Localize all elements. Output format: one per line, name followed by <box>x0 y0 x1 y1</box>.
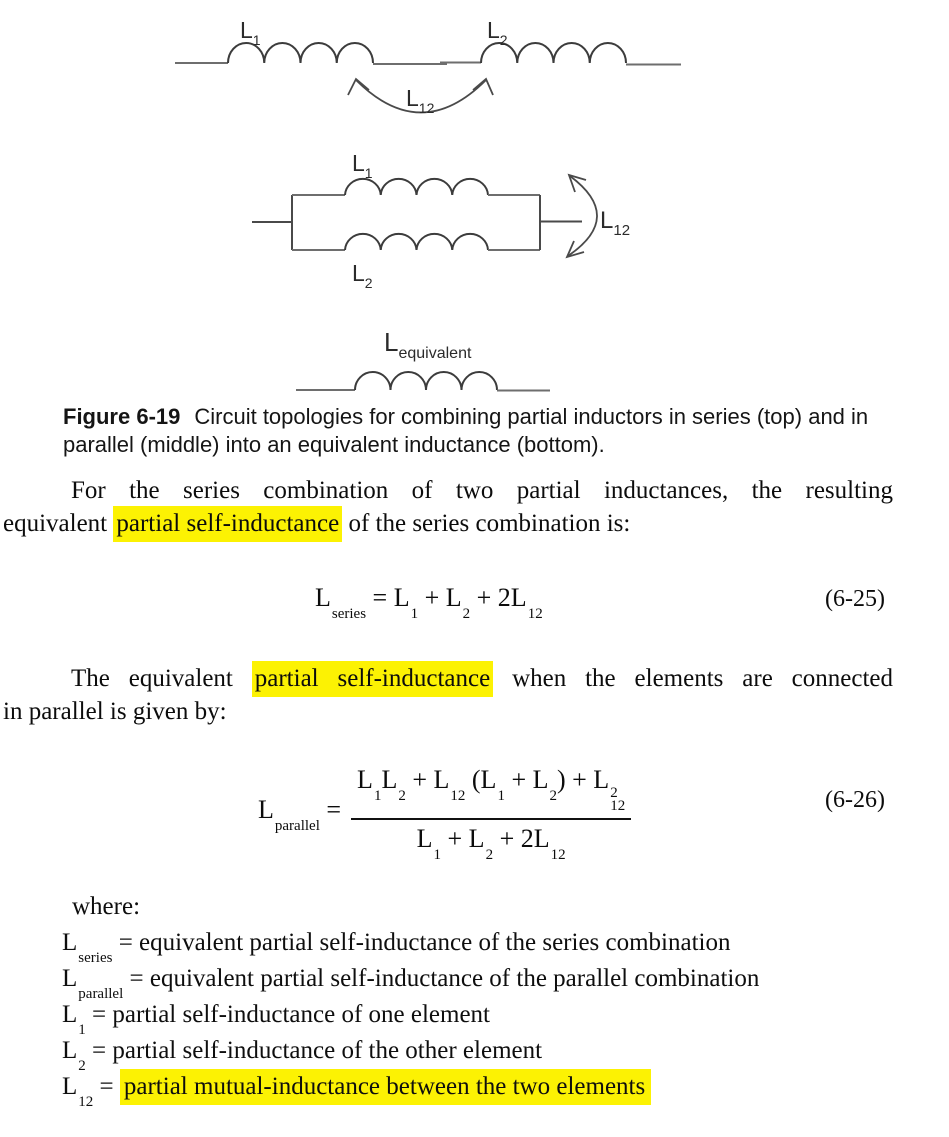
definition-row: $L_2$ = partial self-inductance of the other element <box>62 1037 543 1074</box>
fraction-denominator: $L_1 + L_2 + 2L_{12}$ <box>416 824 566 864</box>
definition-text: equivalent partial self-inductance of the parallel combination <box>149 965 760 992</box>
equation-6-25: $L_{series} = L_1 + L_2 + 2L_{12}$ <box>315 583 543 623</box>
definition-row: $L_{series}$ = equivalent partial self-inductance of the series combination <box>62 929 731 966</box>
caption-line1: Figure 6-19 Circuit topologies for combining partial inductors in series (top) and in <box>63 404 869 429</box>
inductor-l1-coil <box>345 179 488 195</box>
equation-fraction <box>351 765 631 864</box>
where-label: where: <box>72 893 141 920</box>
label-lequivalent: $L_{equivalent}$ <box>384 327 472 362</box>
definition-text: equivalent partial self-inductance of the series combination <box>139 929 731 956</box>
arrowhead-right <box>473 79 493 95</box>
label-l1: $L_1$ <box>352 150 373 181</box>
inductor-l2-coil <box>345 234 488 250</box>
highlighted-phrase: partial mutual-inductance between the two elements <box>120 1069 651 1105</box>
paragraph-parallel <box>3 662 893 728</box>
arrowhead-left <box>348 79 369 95</box>
paragraph-line: in parallel is given by: <box>3 698 227 725</box>
highlighted-phrase: partial self-inductance <box>252 661 493 697</box>
equation-6-26 <box>258 765 631 864</box>
definitions-list <box>62 925 922 1110</box>
definition-row: $L_{parallel}$ = equivalent partial self-inductance of the parallel combination <box>62 965 760 1002</box>
label-l1: $L_1$ <box>240 17 261 48</box>
figure-number: Figure 6-19 <box>63 404 181 429</box>
label-l12: $L_{12}$ <box>600 207 631 239</box>
fraction-numerator: $L_1L_2 + L_{12}$ $(L_1 + L_2) + L$ 2 12 <box>351 766 631 820</box>
equivalent-circuit-diagram <box>0 320 949 402</box>
highlighted-phrase: partial self-inductance <box>113 506 342 542</box>
inductor-lequivalent-coil <box>355 372 497 390</box>
definition-text: partial self-inductance of one element <box>112 1001 490 1028</box>
paragraph-series <box>3 474 893 540</box>
equation-number-6-26: (6-26) <box>825 787 885 813</box>
caption-line2: parallel (middle) into an equivalent inductance (bottom). <box>63 432 605 457</box>
paragraph-line: equivalent partial self-inductance of the series combination is: <box>3 507 893 540</box>
paragraph-line: For the series combination of two partial inductances, the resulting <box>71 477 893 504</box>
label-l2: $L_2$ <box>352 260 373 291</box>
figure-caption <box>63 403 901 459</box>
definition-row: $L_1$ = partial self-inductance of one element <box>62 1001 490 1038</box>
equation-lhs: $L_{parallel}$ = <box>258 794 342 834</box>
equation-number-6-25: (6-25) <box>825 586 885 612</box>
definition-text: partial self-inductance of the other element <box>112 1037 543 1064</box>
label-l2: $L_2$ <box>487 17 508 48</box>
parallel-circuit-diagram <box>0 148 949 293</box>
inductor-l1-coil <box>228 43 373 63</box>
paragraph-line: The equivalent partial self-inductance when the elements are connected <box>3 662 893 695</box>
label-l12: $L_{12}$ <box>406 85 435 116</box>
series-middle-wire <box>373 63 481 65</box>
series-circuit-diagram <box>0 8 949 148</box>
definition-row: $L_{12}$ = partial mutual-inductance between the two elements <box>62 1069 922 1105</box>
